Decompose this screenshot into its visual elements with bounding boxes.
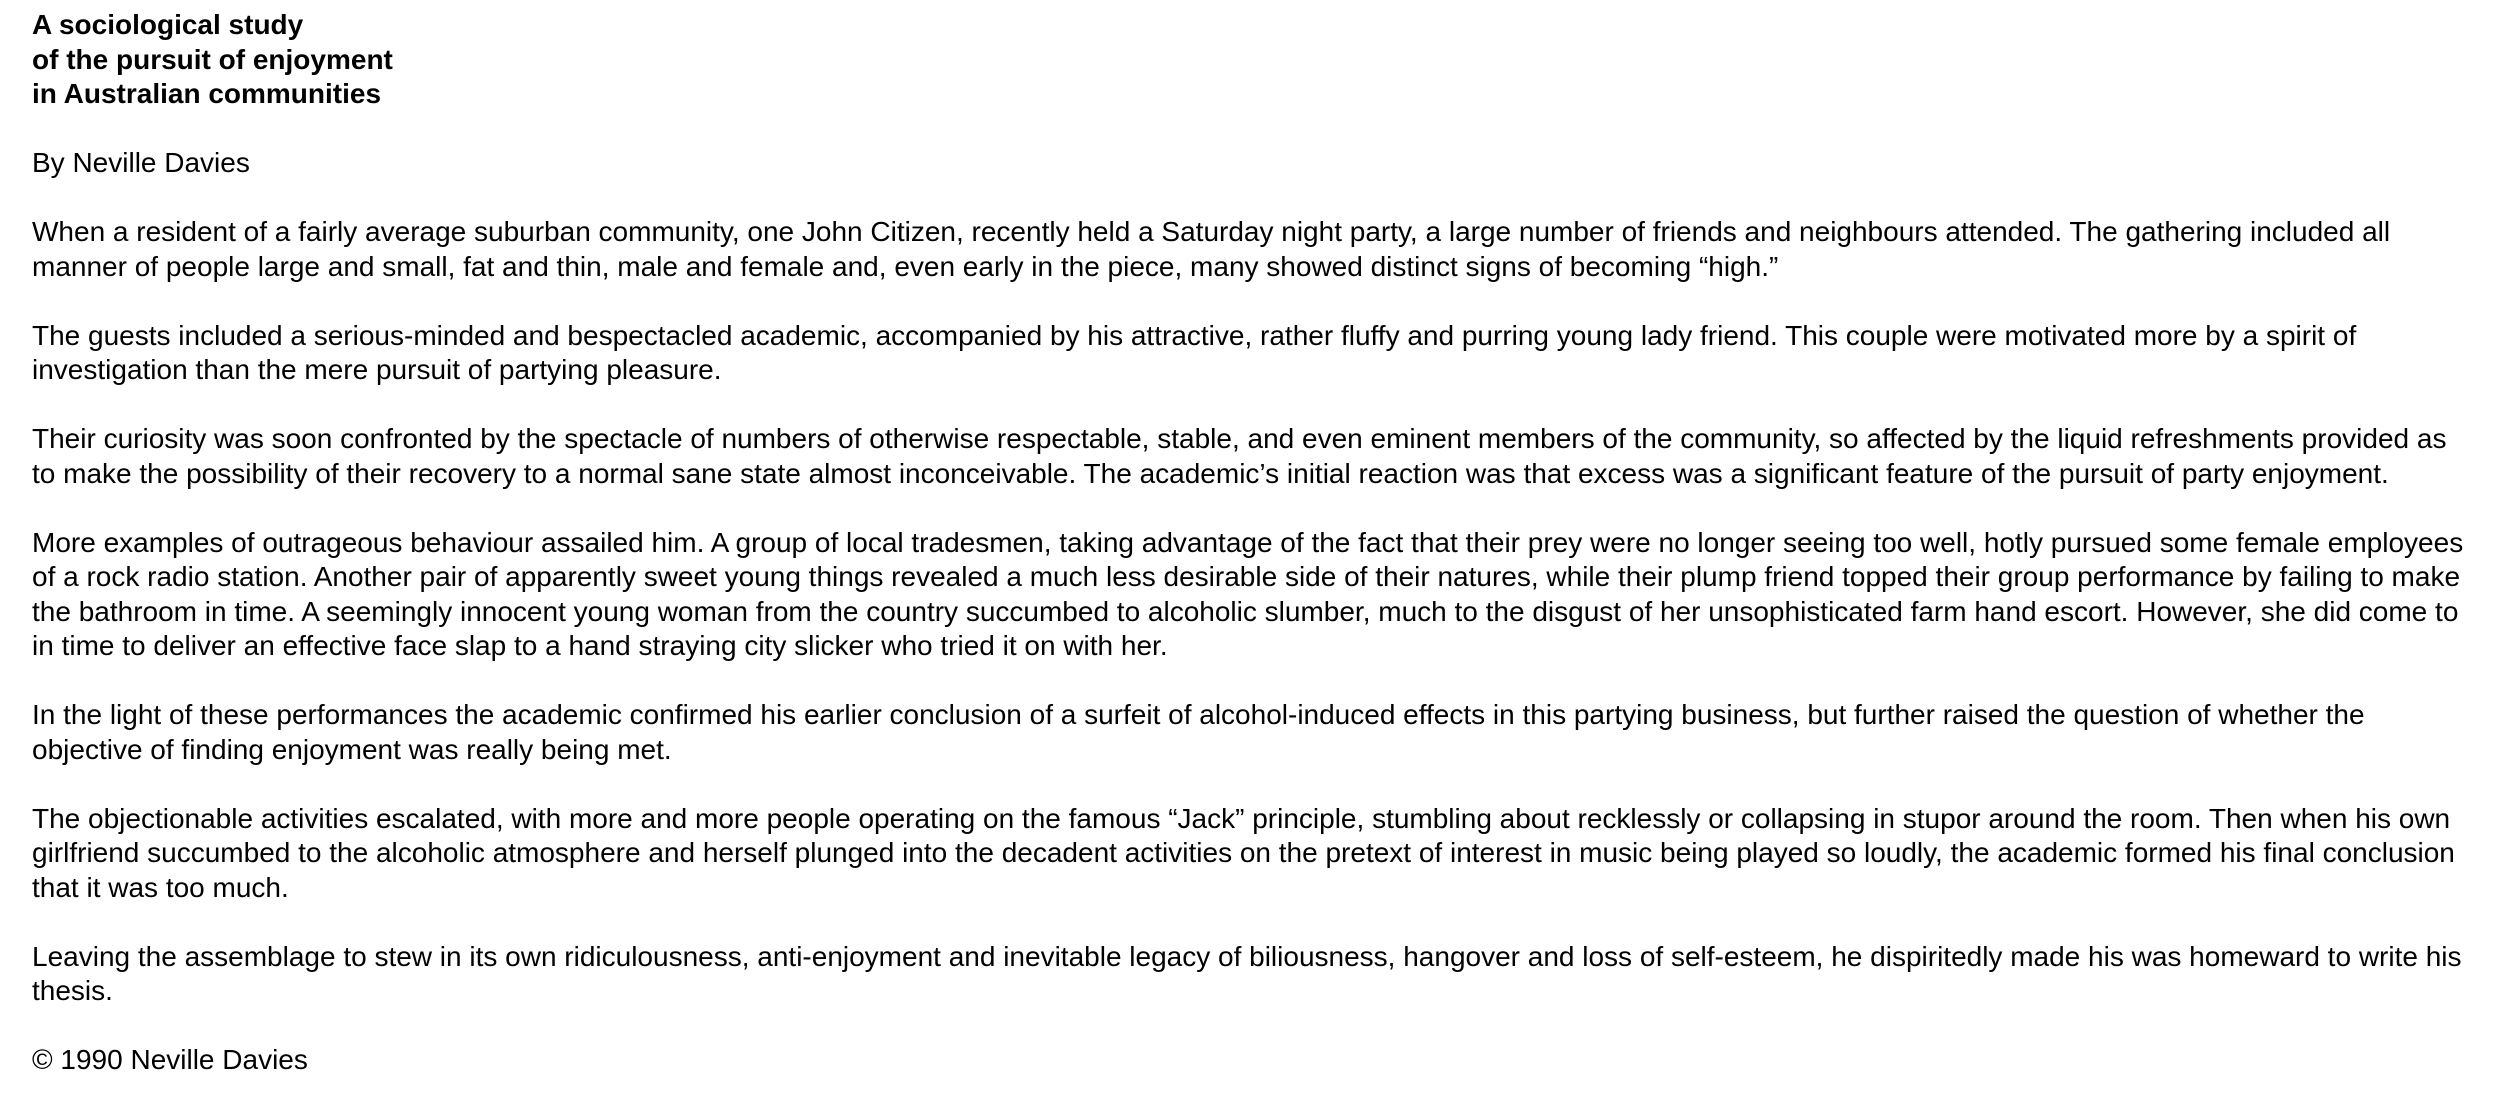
paragraph: The objectionable activities escalated, with more and more people operating on the famous “Jack” principle, stumbling about recklessly or collapsing in stupor around the room. Then when his own girlfriend succumbed to the alcoholic atmosphere and herself plunged into the decadent activities on the pretext of interest in music being played so loudly, the academic formed his final conclusion that it was too much. [32,802,2455,903]
paragraph: Their curiosity was soon confronted by the spectacle of numbers of otherwise respectable, stable, and even eminent members of the community, so affected by the liquid refreshments provided as to make the possibility of their recovery to a normal sane state almost inconceivable. The academic’s initial reaction was that excess was a significant feature of the pursuit of party enjoyment. [32,423,2447,489]
document-title [32,8,2472,112]
title-line: A sociological study [32,9,304,40]
copyright-notice: © 1990 Neville Davies [32,1044,308,1075]
title-line: of the pursuit of enjoyment [32,43,393,75]
paragraph: When a resident of a fairly average suburban community, one John Citizen, recently held a Saturday night party, a large number of friends and neighbours attended. The gathering included all manner of people large and small, fat and thin, male and female and, even early in the piece, many showed distinct signs of becoming “high.” [32,216,2391,282]
title-line: in Australian communities [32,78,382,109]
document-page [32,8,2472,1078]
paragraph: The guests included a serious-minded and bespectacled academic, accompanied by his attractive, rather fluffy and purring young lady friend. This couple were motivated more by a spirit of investigation than the mere pursuit of partying pleasure. [32,319,2357,385]
paragraph: In the light of these performances the academic confirmed his earlier conclusion of a surfeit of alcohol-induced effects in this partying business, but further raised the question of whether the objective of finding enjoyment was really being met. [32,699,2365,765]
byline: By Neville Davies [32,147,250,178]
paragraph: More examples of outrageous behaviour assailed him. A group of local tradesmen, taking advantage of the fact that their prey were no longer seeing too well, hotly pursued some female employees of a rock radio station. Another pair of apparently sweet young things revealed a much less desirable side of their natures, while their plump friend topped their group performance by failing to make the bathroom in time. A seemingly innocent young woman from the country succumbed to alcoholic slumber, much to the disgust of her unsophisticated farm hand escort. However, she did come to in time to deliver an effective face slap to a hand straying city slicker who tried it on with her. [32,526,2464,661]
paragraph: Leaving the assemblage to stew in its own ridiculousness, anti-enjoyment and inevitable legacy of biliousness, hangover and loss of self-esteem, he dispiritedly made his was homeward to write his thesis. [32,940,2462,1006]
